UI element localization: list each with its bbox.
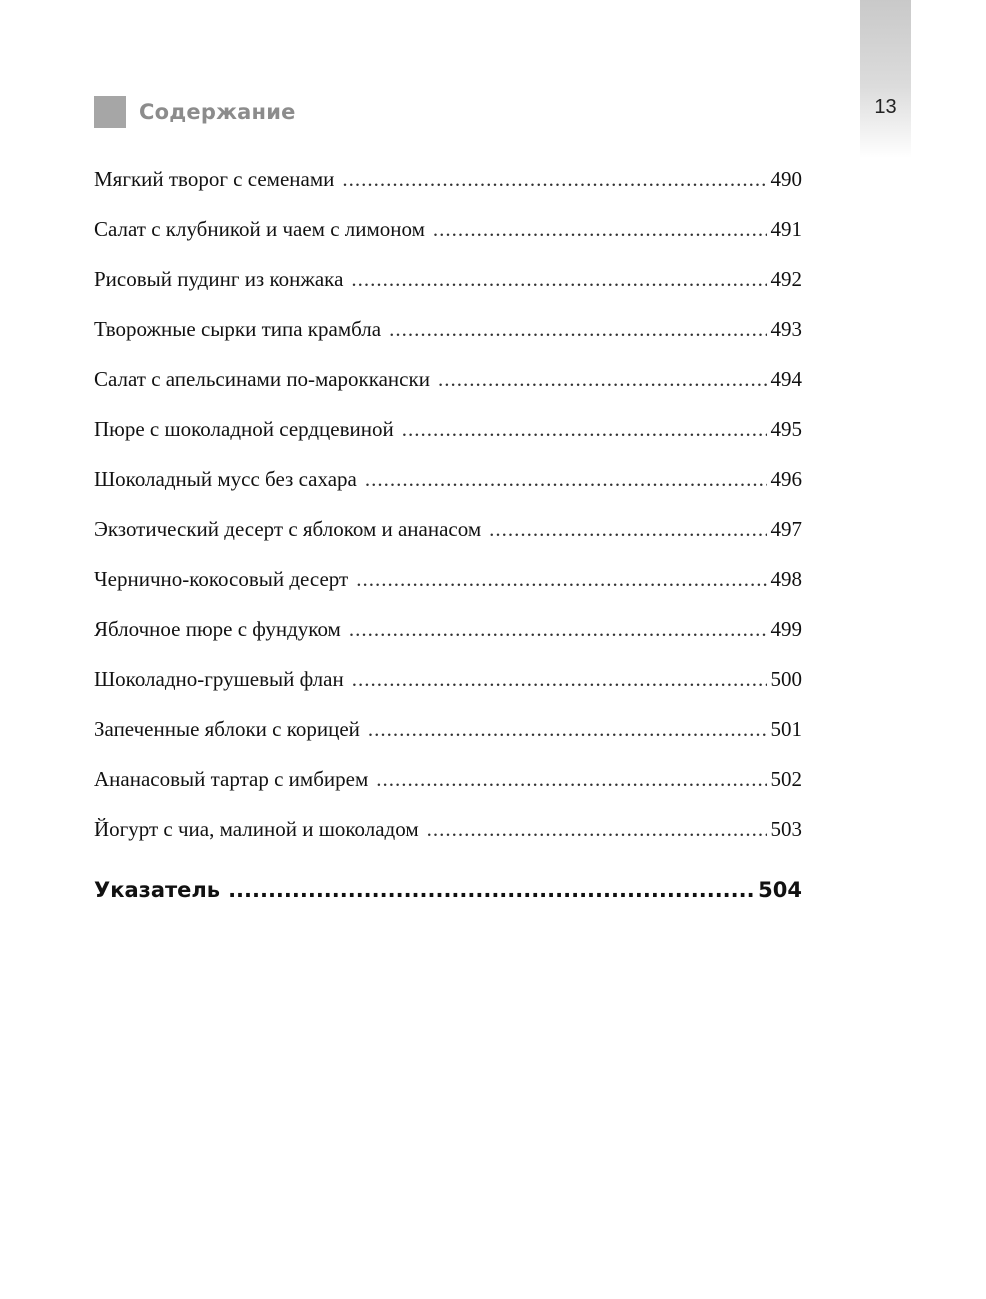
- toc-entry-page: 496: [770, 467, 802, 491]
- toc-entry-page: 499: [770, 617, 802, 641]
- index-entry-title: Указатель: [94, 878, 221, 902]
- toc-entry[interactable]: [94, 354, 802, 404]
- dot-leader: [438, 365, 767, 393]
- toc-entry-title: Запеченные яблоки с корицей: [94, 717, 360, 741]
- toc-list: [94, 154, 802, 854]
- toc-entry-title: Ананасовый тартар с имбирем: [94, 767, 369, 791]
- toc-entry-title: Йогурт с чиа, малиной и шоколадом: [94, 817, 419, 841]
- toc-entry-page: 495: [770, 417, 802, 441]
- index-entry-page: 504: [758, 878, 802, 902]
- dot-leader: [427, 815, 767, 843]
- page-number-tab: [860, 0, 911, 158]
- header-square-icon: [94, 96, 126, 128]
- toc-entry-page: 501: [770, 717, 802, 741]
- toc-entry-page: 503: [770, 817, 802, 841]
- toc-entry-page: 500: [770, 667, 802, 691]
- toc-entry-title: Чернично-кокосовый десерт: [94, 567, 349, 591]
- dot-leader: [342, 165, 766, 193]
- toc-entry-title: Шоколадно-грушевый флан: [94, 667, 344, 691]
- toc-entry-page: 494: [770, 367, 802, 391]
- toc-entry-page: 502: [770, 767, 802, 791]
- toc-entry[interactable]: [94, 204, 802, 254]
- dot-leader: [228, 878, 756, 902]
- dot-leader: [368, 715, 767, 743]
- toc-entry[interactable]: [94, 754, 802, 804]
- toc-entry[interactable]: [94, 554, 802, 604]
- dot-leader: [402, 415, 767, 443]
- dot-leader: [365, 465, 767, 493]
- toc-entry-title: Яблочное пюре с фундуком: [94, 617, 341, 641]
- toc-entry[interactable]: [94, 404, 802, 454]
- section-header: [94, 96, 296, 128]
- dot-leader: [349, 615, 767, 643]
- dot-leader: [352, 665, 767, 693]
- toc-entry-title: Салат с клубникой и чаем с лимоном: [94, 217, 425, 241]
- toc-entry-page: 490: [770, 167, 802, 191]
- toc-index-entry[interactable]: [94, 872, 802, 908]
- toc-entry-title: Творожные сырки типа крамбла: [94, 317, 382, 341]
- page-number: 13: [874, 96, 897, 118]
- toc-entry-page: 491: [770, 217, 802, 241]
- toc-entry-page: 498: [770, 567, 802, 591]
- dot-leader: [489, 515, 766, 543]
- toc-entry-title: Мягкий творог с семенами: [94, 167, 335, 191]
- toc-entry[interactable]: [94, 454, 802, 504]
- toc-entry-title: Пюре с шоколадной сердцевиной: [94, 417, 394, 441]
- toc-entry[interactable]: [94, 504, 802, 554]
- dot-leader: [356, 565, 766, 593]
- toc-entry[interactable]: [94, 254, 802, 304]
- toc-entry-title: Рисовый пудинг из конжака: [94, 267, 344, 291]
- toc-entry[interactable]: [94, 704, 802, 754]
- toc-entry[interactable]: [94, 654, 802, 704]
- toc-entry[interactable]: [94, 304, 802, 354]
- toc-entry-page: 497: [770, 517, 802, 541]
- dot-leader: [433, 215, 767, 243]
- toc-entry-title: Шоколадный мусс без сахара: [94, 467, 357, 491]
- dot-leader: [389, 315, 766, 343]
- toc-entry-page: 492: [770, 267, 802, 291]
- toc-entry-title: Салат с апельсинами по-мароккански: [94, 367, 430, 391]
- section-title: Содержание: [139, 100, 296, 124]
- dot-leader: [376, 765, 766, 793]
- toc-entry-title: Экзотический десерт с яблоком и ананасом: [94, 517, 482, 541]
- toc-entry[interactable]: [94, 804, 802, 854]
- toc-entry-page: 493: [770, 317, 802, 341]
- toc-entry[interactable]: [94, 604, 802, 654]
- toc-entry[interactable]: [94, 154, 802, 204]
- dot-leader: [351, 265, 766, 293]
